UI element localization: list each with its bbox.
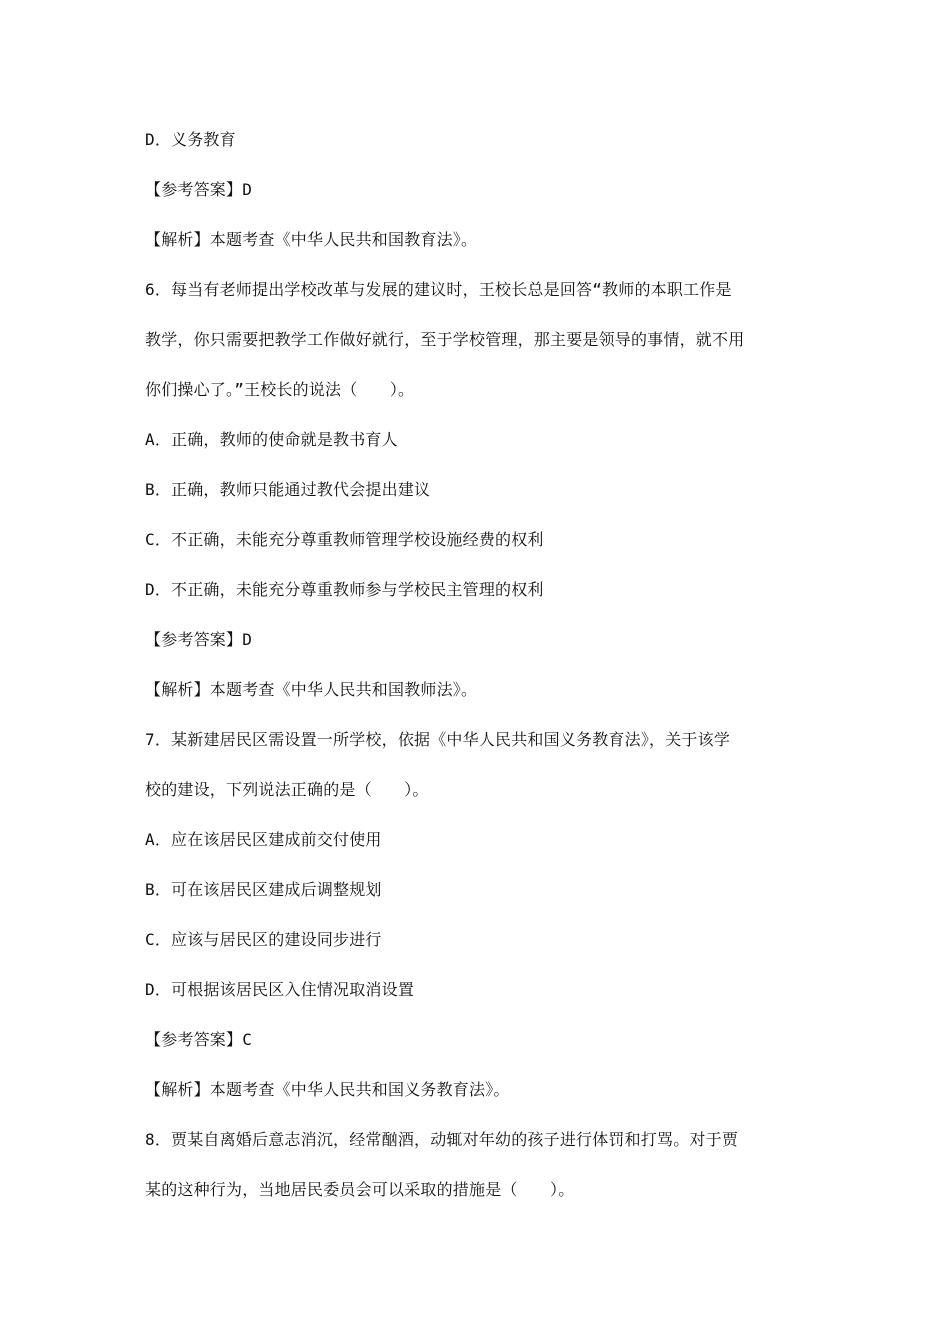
text-line: 【参考答案】D <box>145 630 253 649</box>
q7-stem <box>145 726 810 826</box>
text-line: C．应该与居民区的建设同步进行 <box>145 930 382 949</box>
q7-option-b <box>145 876 810 926</box>
text-line: 【解析】本题考查《中华人民共和国教育法》。 <box>145 230 478 249</box>
text-line: 6．每当有老师提出学校改革与发展的建议时，王校长总是回答“教师的本职工作是 <box>145 280 732 299</box>
text-line: D．不正确，未能充分尊重教师参与学校民主管理的权利 <box>145 580 544 599</box>
q6-option-d <box>145 576 810 626</box>
q8-stem <box>145 1126 810 1226</box>
q5-option-d <box>145 126 810 176</box>
text-line: B．正确，教师只能通过教代会提出建议 <box>145 480 431 499</box>
document-body <box>145 126 810 1226</box>
text-line: 【参考答案】C <box>145 1030 253 1049</box>
text-line: 你们操心了。”王校长的说法（ ）。 <box>145 380 415 399</box>
q7-option-c <box>145 926 810 976</box>
text-line: 【解析】本题考查《中华人民共和国义务教育法》。 <box>145 1080 510 1099</box>
text-line: 8．贾某自离婚后意志消沉，经常酗酒，动辄对年幼的孩子进行体罚和打骂。对于贾 <box>145 1130 739 1149</box>
q5-analysis <box>145 226 810 276</box>
q6-stem <box>145 276 810 426</box>
text-line: 某的这种行为，当地居民委员会可以采取的措施是（ ）。 <box>145 1180 575 1199</box>
q5-answer <box>145 176 810 226</box>
q6-analysis <box>145 676 810 726</box>
text-line: D．义务教育 <box>145 130 236 149</box>
q6-option-b <box>145 476 810 526</box>
text-line: A．应在该居民区建成前交付使用 <box>145 830 382 849</box>
q6-answer <box>145 626 810 676</box>
q7-analysis <box>145 1076 810 1126</box>
text-line: C．不正确，未能充分尊重教师管理学校设施经费的权利 <box>145 530 544 549</box>
q6-option-c <box>145 526 810 576</box>
text-line: 【解析】本题考查《中华人民共和国教师法》。 <box>145 680 478 699</box>
text-line: B．可在该居民区建成后调整规划 <box>145 880 382 899</box>
text-line: 教学，你只需要把教学工作做好就行，至于学校管理，那主要是领导的事情，就不用 <box>145 330 745 349</box>
text-line: A．正确，教师的使命就是教书育人 <box>145 430 398 449</box>
q7-option-d <box>145 976 810 1026</box>
text-line: 7．某新建居民区需设置一所学校，依据《中华人民共和国义务教育法》，关于该学 <box>145 730 731 749</box>
q7-answer <box>145 1026 810 1076</box>
text-line: 校的建设，下列说法正确的是（ ）。 <box>145 780 429 799</box>
text-line: D．可根据该居民区入住情况取消设置 <box>145 980 415 999</box>
q6-option-a <box>145 426 810 476</box>
text-line: 【参考答案】D <box>145 180 253 199</box>
q7-option-a <box>145 826 810 876</box>
